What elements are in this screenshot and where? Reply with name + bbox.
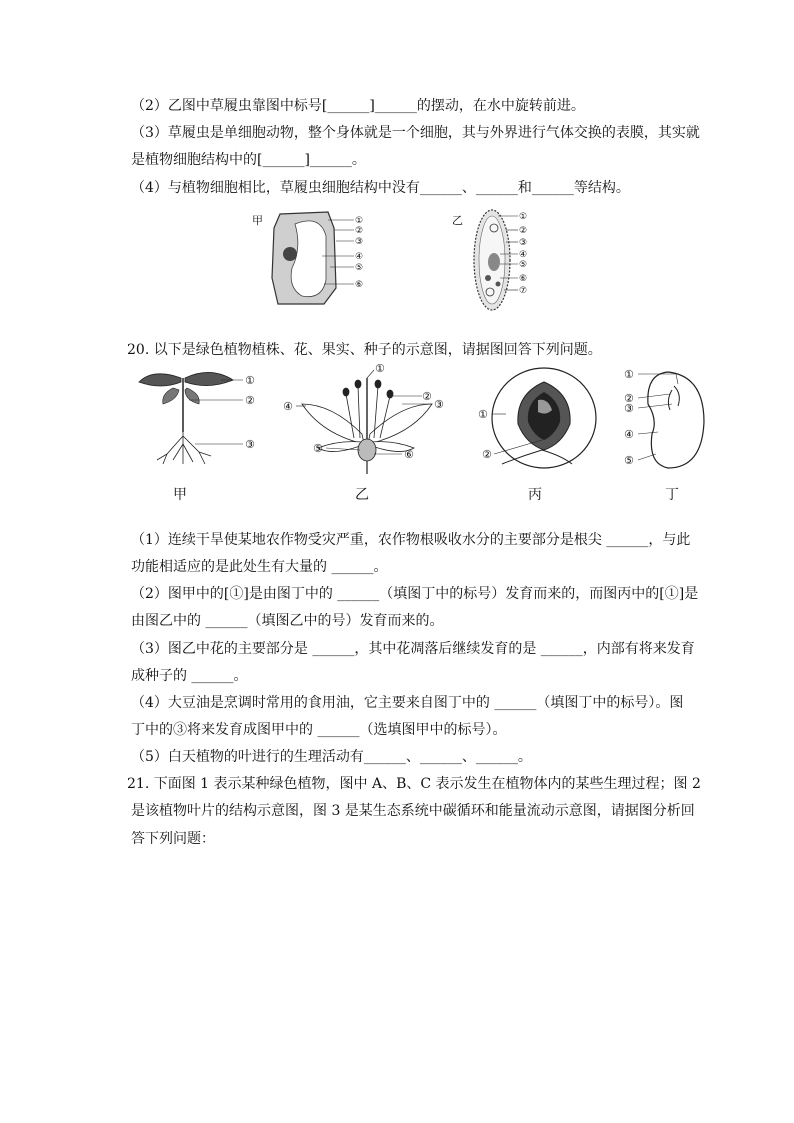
yi-label-4: ④ — [519, 250, 528, 260]
q20-part1-line1: （1）连续干旱使某地农作物受灾严重，农作物根吸收水分的主要部分是根尖 ______，与此 — [131, 532, 691, 548]
plant-label-2: ② — [245, 394, 255, 407]
flower-label-2: ② — [422, 390, 432, 403]
flower-label-6: ⑥ — [404, 448, 414, 461]
jia-label-3: ③ — [355, 237, 364, 247]
fruit-label-2: ② — [482, 448, 492, 461]
flower-label-5: ⑤ — [313, 442, 323, 455]
seed-label-2: ② — [624, 392, 634, 405]
q21-line2: 是该植物叶片的结构示意图，图 3 是某生态系统中碳循环和能量流动示意图，请据图分析回 — [131, 803, 695, 819]
fig-jia-label: 甲 — [252, 214, 263, 227]
q19-part3-line1: （3）草履虫是单细胞动物，整个身体就是一个细胞，其与外界进行气体交换的表膜，其实就 — [131, 125, 700, 141]
q19-part4: （4）与植物细胞相比，草履虫细胞结构中没有______、______和______等结构。 — [131, 180, 630, 196]
fig20-ding-caption: 丁 — [665, 487, 679, 503]
jia-label-6: ⑥ — [355, 280, 364, 290]
q20-part1-line2: 功能相适应的是此处生有大量的 ______。 — [131, 559, 388, 575]
yi-label-2: ② — [519, 226, 528, 236]
q20-part2-line2: 由图乙中的 ______（填图乙中的号）发育而来的。 — [131, 613, 444, 629]
seed-coat — [648, 372, 704, 468]
seed-label-1: ① — [624, 368, 634, 381]
nucleus — [283, 247, 297, 261]
fig20-jia-caption: 甲 — [173, 487, 187, 503]
q20-part5: （5）白天植物的叶进行的生理活动有______、______、______。 — [131, 749, 532, 765]
yi-label-7: ⑦ — [519, 286, 528, 296]
q19-part3-line2: 是植物细胞结构中的[______]______。 — [131, 152, 366, 168]
fig-yi-label: 乙 — [452, 214, 463, 227]
seed-label-4: ④ — [624, 428, 634, 441]
flower-figure — [282, 364, 452, 474]
yi-label-3: ③ — [519, 238, 528, 248]
paramecium-figure — [450, 206, 550, 316]
seed-figure — [618, 364, 718, 474]
q20-part2-line1: （2）图甲中的[①]是由图丁中的 ______（填图丁中的标号）发育而来的，而图丙中的[①]是 — [131, 586, 699, 602]
ovary — [358, 439, 376, 461]
fruit-figure — [472, 364, 602, 474]
q19-part2: （2）乙图中草履虫靠图中标号[______]______的摆动，在水中旋转前进。 — [131, 98, 585, 114]
q20-part3-line1: （3）图乙中花的主要部分是 ______，其中花凋落后继续发育的是 ______，内部有将来发育 — [131, 641, 695, 657]
jia-label-5: ⑤ — [355, 263, 364, 273]
fig20-bing-caption: 丙 — [528, 487, 542, 503]
q20-part3-line2: 成种子的 ______。 — [131, 668, 248, 684]
roots — [157, 432, 211, 464]
yi-label-5: ⑤ — [519, 260, 528, 270]
jia-label-2: ② — [355, 226, 364, 236]
seed-label-5: ⑤ — [624, 454, 634, 467]
flower-label-1: ① — [375, 364, 385, 375]
seed-label-3: ③ — [624, 402, 634, 415]
flower-label-3: ③ — [434, 398, 444, 411]
yi-label-6: ⑥ — [519, 274, 528, 284]
fruit-label-1: ① — [478, 408, 488, 421]
q21-line1: 21. 下面图 1 表示某种绿色植物，图中 A、B、C 表示发生在植物体内的某些生理过程；图 2 — [127, 776, 701, 792]
q20-part4-line2: 丁中的③将来发育成图甲中的 ______（选填图甲中的标号）。 — [131, 722, 507, 738]
yi-label-1: ① — [519, 212, 528, 222]
plant-cell-figure — [250, 208, 380, 308]
flower-label-4: ④ — [283, 400, 293, 413]
plant-label-3: ③ — [245, 438, 255, 451]
jia-label-4: ④ — [355, 252, 364, 262]
fig20-yi-caption: 乙 — [355, 487, 369, 503]
seedling-figure — [133, 364, 273, 474]
q21-line3: 答下列问题： — [131, 831, 215, 847]
q20-intro: 20. 以下是绿色植物植株、花、果实、种子的示意图，请据图回答下列问题。 — [127, 342, 602, 358]
macronucleus — [488, 253, 500, 271]
plant-label-1: ① — [245, 374, 255, 387]
jia-label-1: ① — [355, 216, 364, 226]
q20-part4-line1: （4）大豆油是烹调时常用的食用油，它主要来自图丁中的 ______（填图丁中的标号）。图 — [131, 695, 684, 711]
